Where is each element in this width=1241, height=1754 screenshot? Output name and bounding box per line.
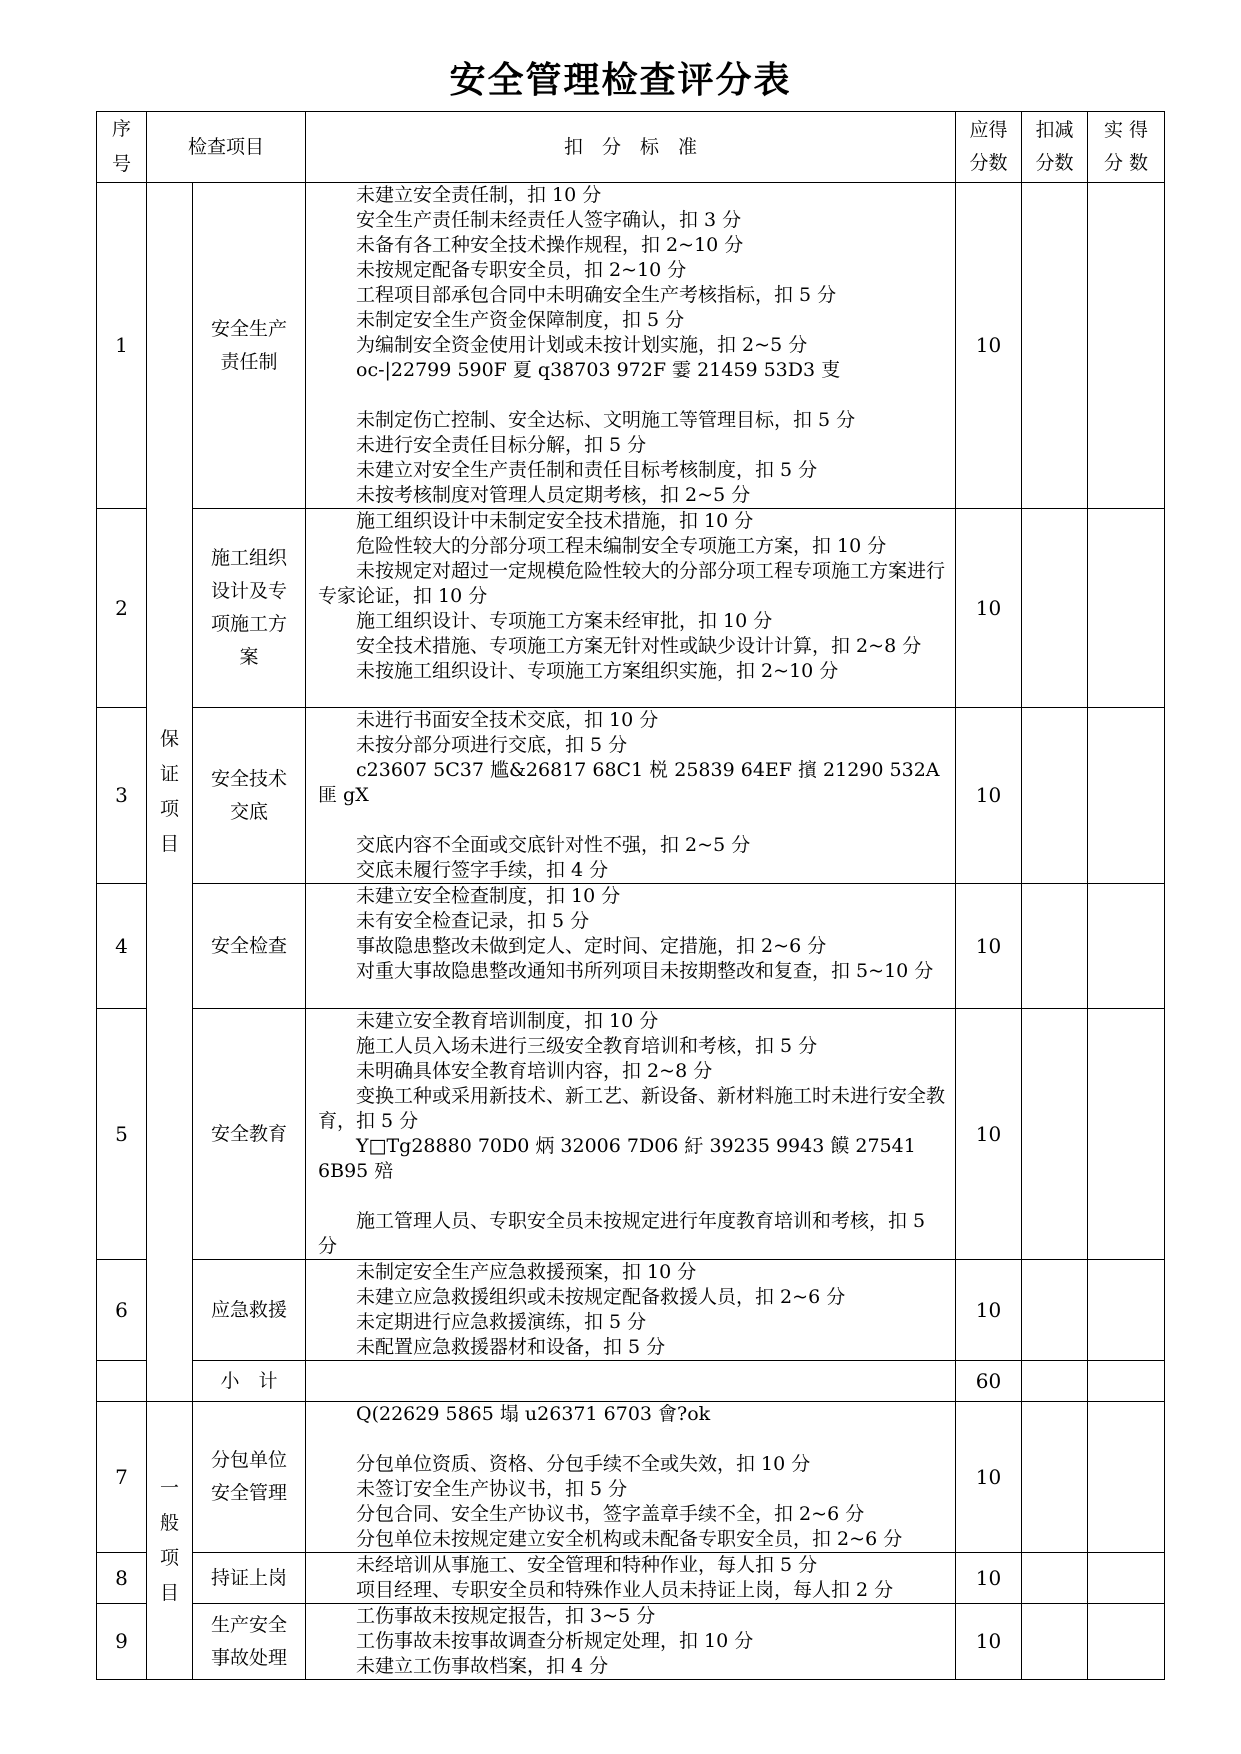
item-name xyxy=(193,1260,306,1361)
actual-score-cell[interactable] xyxy=(1088,1361,1165,1402)
criteria-cell xyxy=(306,1009,956,1260)
header-should-score: 应得分数 xyxy=(956,112,1022,183)
deduct-score-cell[interactable] xyxy=(1022,183,1088,509)
subtotal-row xyxy=(97,1361,1165,1402)
deduct-score-cell[interactable] xyxy=(1022,884,1088,1009)
header-no: 序号 xyxy=(97,112,147,183)
criteria-line: 未建立安全教育培训制度，扣 10 分 xyxy=(356,1010,659,1032)
criteria-line: 项目经理、专职安全员和特殊作业人员未持证上岗，每人扣 2 分 xyxy=(356,1579,894,1601)
item-name xyxy=(193,1009,306,1260)
criteria-blank-line xyxy=(318,1184,945,1209)
criteria-cell xyxy=(306,1553,956,1604)
criteria-line: 未定期进行应急救援演练，扣 5 分 xyxy=(356,1311,647,1333)
row-number: 5 xyxy=(97,1009,147,1260)
item-label: 安全检查 xyxy=(210,934,287,957)
criteria-line: 未进行书面安全技术交底，扣 10 分 xyxy=(356,709,659,731)
deduct-score-cell[interactable] xyxy=(1022,1260,1088,1361)
criteria-line: 未建立对安全生产责任制和责任目标考核制度，扣 5 分 xyxy=(356,459,818,481)
item-label: 施工组织设计及专项施工方案 xyxy=(210,547,287,668)
criteria-line: 未配置应急救援器材和设备，扣 5 分 xyxy=(356,1336,666,1358)
row-number: 1 xyxy=(97,183,147,509)
criteria-line: 未建立应急救援组织或未按规定配备救援人员，扣 2~6 分 xyxy=(356,1286,846,1308)
row-number: 2 xyxy=(97,509,147,708)
criteria-line: 未制定安全生产资金保障制度，扣 5 分 xyxy=(356,309,685,331)
item-label: 安全教育 xyxy=(210,1122,287,1145)
row-number: 7 xyxy=(97,1402,147,1553)
criteria-line: 未建立工伤事故档案，扣 4 分 xyxy=(356,1655,609,1677)
actual-score-cell[interactable] xyxy=(1088,708,1165,884)
criteria-line: 工伤事故未按规定报告，扣 3~5 分 xyxy=(356,1605,656,1627)
should-score-cell: 10 xyxy=(956,884,1022,1009)
criteria-line: 未备有各工种安全技术操作规程，扣 2~10 分 xyxy=(356,234,744,256)
actual-score-cell[interactable] xyxy=(1088,509,1165,708)
item-label: 生产安全事故处理 xyxy=(210,1613,287,1669)
criteria-blank-line xyxy=(318,1427,945,1452)
header-row xyxy=(97,112,1165,183)
should-score-cell: 10 xyxy=(956,183,1022,509)
actual-score-cell[interactable] xyxy=(1088,1009,1165,1260)
table-row xyxy=(97,708,1165,884)
item-label: 分包单位安全管理 xyxy=(210,1449,287,1504)
criteria-line: 危险性较大的分部分项工程未编制安全专项施工方案，扣 10 分 xyxy=(356,535,887,557)
header-item: 检查项目 xyxy=(147,112,306,183)
criteria-line: 未建立安全检查制度，扣 10 分 xyxy=(356,885,621,907)
should-score-cell: 10 xyxy=(956,509,1022,708)
criteria-line: 未制定安全生产应急救援预案，扣 10 分 xyxy=(356,1261,697,1283)
table-row xyxy=(97,1604,1165,1680)
criteria-line: 未按施工组织设计、专项施工方案组织实施，扣 2~10 分 xyxy=(356,660,839,682)
criteria-line: 施工管理人员、专职安全员未按规定进行年度教育培训和考核，扣 5 分 xyxy=(318,1210,926,1257)
group-label: 保证项目 xyxy=(159,728,179,855)
item-name xyxy=(193,884,306,1009)
deduct-score-cell[interactable] xyxy=(1022,708,1088,884)
criteria-line: 事故隐患整改未做到定人、定时间、定措施，扣 2~6 分 xyxy=(356,935,827,957)
item-label: 安全技术交底 xyxy=(210,767,287,823)
row-number: 4 xyxy=(97,884,147,1009)
score-table xyxy=(96,111,1165,1680)
should-score-cell: 10 xyxy=(956,1604,1022,1680)
actual-score-cell[interactable] xyxy=(1088,1553,1165,1604)
should-score-cell: 10 xyxy=(956,1260,1022,1361)
criteria-cell xyxy=(306,509,956,708)
subtotal-no-cell xyxy=(97,1361,147,1402)
row-number: 3 xyxy=(97,708,147,884)
criteria-cell xyxy=(306,1260,956,1361)
criteria-line: 安全生产责任制未经责任人签字确认，扣 3 分 xyxy=(356,209,742,231)
subtotal-criteria-cell xyxy=(306,1361,956,1402)
criteria-line: 对重大事故隐患整改通知书所列项目未按期整改和复查，扣 5~10 分 xyxy=(356,960,934,982)
group-label: 一般项目 xyxy=(159,1476,179,1604)
table-row xyxy=(97,1553,1165,1604)
deduct-score-cell[interactable] xyxy=(1022,1553,1088,1604)
criteria-line: 施工组织设计、专项施工方案未经审批，扣 10 分 xyxy=(356,610,773,632)
criteria-line: 为编制安全资金使用计划或未按计划实施，扣 2~5 分 xyxy=(356,334,808,356)
criteria-line: Q(22629 5865 塌 u26371 6703 會?ok xyxy=(356,1403,711,1425)
criteria-line: 变换工种或采用新技术、新工艺、新设备、新材料施工时未进行安全教育，扣 5 分 xyxy=(318,1085,946,1132)
criteria-line: 未按规定对超过一定规模危险性较大的分部分项工程专项施工方案进行专家论证，扣 10 分 xyxy=(318,560,946,607)
item-name xyxy=(193,1402,306,1553)
item-name xyxy=(193,708,306,884)
criteria-line: 未明确具体安全教育培训内容，扣 2~8 分 xyxy=(356,1060,713,1082)
criteria-cell xyxy=(306,183,956,509)
criteria-line: 工伤事故未按事故调查分析规定处理，扣 10 分 xyxy=(356,1630,754,1652)
criteria-line: 未签订安全生产协议书，扣 5 分 xyxy=(356,1478,628,1500)
header-criteria: 扣 分 标 准 xyxy=(306,112,956,183)
item-name xyxy=(193,509,306,708)
header-actual-score: 实 得分 数 xyxy=(1088,112,1165,183)
item-label: 持证上岗 xyxy=(210,1566,287,1589)
criteria-line: 安全技术措施、专项施工方案无针对性或缺少设计计算，扣 2~8 分 xyxy=(356,635,922,657)
item-name xyxy=(193,1604,306,1680)
row-number: 8 xyxy=(97,1553,147,1604)
criteria-line: 工程项目部承包合同中未明确安全生产考核指标，扣 5 分 xyxy=(356,284,837,306)
subtotal-label: 小 计 xyxy=(193,1361,306,1402)
criteria-line: 交底未履行签字手续，扣 4 分 xyxy=(356,859,609,881)
criteria-line: 未按分部分项进行交底，扣 5 分 xyxy=(356,734,628,756)
actual-score-cell[interactable] xyxy=(1088,884,1165,1009)
deduct-score-cell[interactable] xyxy=(1022,1361,1088,1402)
item-name xyxy=(193,1553,306,1604)
subtotal-score: 60 xyxy=(956,1361,1022,1402)
item-name xyxy=(193,183,306,509)
should-score-cell: 10 xyxy=(956,1402,1022,1553)
table-row xyxy=(97,1402,1165,1553)
criteria-cell xyxy=(306,1604,956,1680)
actual-score-cell[interactable] xyxy=(1088,183,1165,509)
criteria-cell xyxy=(306,1402,956,1553)
row-number: 6 xyxy=(97,1260,147,1361)
criteria-line: 分包单位资质、资格、分包手续不全或失效，扣 10 分 xyxy=(356,1453,811,1475)
actual-score-cell[interactable] xyxy=(1088,1260,1165,1361)
criteria-blank-line xyxy=(318,808,945,833)
criteria-line: c23607 5C37 尴&26817 68C1 棁 25839 64EF 擯 21290 532A 匪 gX xyxy=(318,759,940,806)
criteria-line: 交底内容不全面或交底针对性不强，扣 2~5 分 xyxy=(356,834,751,856)
table-row xyxy=(97,884,1165,1009)
deduct-score-cell[interactable] xyxy=(1022,1009,1088,1260)
should-score-cell: 10 xyxy=(956,708,1022,884)
criteria-line: 分包合同、安全生产协议书，签字盖章手续不全，扣 2~6 分 xyxy=(356,1503,865,1525)
criteria-line: 施工人员入场未进行三级安全教育培训和考核，扣 5 分 xyxy=(356,1035,818,1057)
criteria-blank-line xyxy=(318,383,945,408)
criteria-cell xyxy=(306,884,956,1009)
should-score-cell: 10 xyxy=(956,1009,1022,1260)
item-label: 应急救援 xyxy=(210,1298,287,1321)
group-general xyxy=(147,1402,193,1680)
deduct-score-cell[interactable] xyxy=(1022,1604,1088,1680)
criteria-line: 未建立安全责任制，扣 10 分 xyxy=(356,184,602,206)
criteria-line: 未经培训从事施工、安全管理和特种作业，每人扣 5 分 xyxy=(356,1554,818,1576)
criteria-line: oc-|22799 590F 夏 q38703 972F 霎 21459 53D3 叓 xyxy=(356,359,841,381)
criteria-line: Y□Tg28880 70D0 炳 32006 7D06 紆 39235 9943 饃 27541 6B95 殕 xyxy=(318,1135,916,1182)
table-row xyxy=(97,509,1165,708)
criteria-line: 未按考核制度对管理人员定期考核，扣 2~5 分 xyxy=(356,484,751,506)
criteria-line: 施工组织设计中未制定安全技术措施，扣 10 分 xyxy=(356,510,754,532)
criteria-line: 未有安全检查记录，扣 5 分 xyxy=(356,910,590,932)
item-label: 安全生产责任制 xyxy=(210,317,287,373)
header-deduct-score: 扣减分数 xyxy=(1022,112,1088,183)
criteria-cell xyxy=(306,708,956,884)
group-guarantee xyxy=(147,183,193,1402)
table-row xyxy=(97,1009,1165,1260)
actual-score-cell[interactable] xyxy=(1088,1402,1165,1553)
row-number: 9 xyxy=(97,1604,147,1680)
deduct-score-cell[interactable] xyxy=(1022,509,1088,708)
table-row xyxy=(97,183,1165,509)
criteria-line: 未制定伤亡控制、安全达标、文明施工等管理目标，扣 5 分 xyxy=(356,409,856,431)
criteria-line: 未进行安全责任目标分解，扣 5 分 xyxy=(356,434,647,456)
criteria-line: 分包单位未按规定建立安全机构或未配备专职安全员，扣 2~6 分 xyxy=(356,1528,903,1550)
deduct-score-cell[interactable] xyxy=(1022,1402,1088,1553)
page-title: 安全管理检查评分表 xyxy=(449,60,792,101)
actual-score-cell[interactable] xyxy=(1088,1604,1165,1680)
should-score-cell: 10 xyxy=(956,1553,1022,1604)
criteria-line: 未按规定配备专职安全员，扣 2~10 分 xyxy=(356,259,687,281)
table-row xyxy=(97,1260,1165,1361)
